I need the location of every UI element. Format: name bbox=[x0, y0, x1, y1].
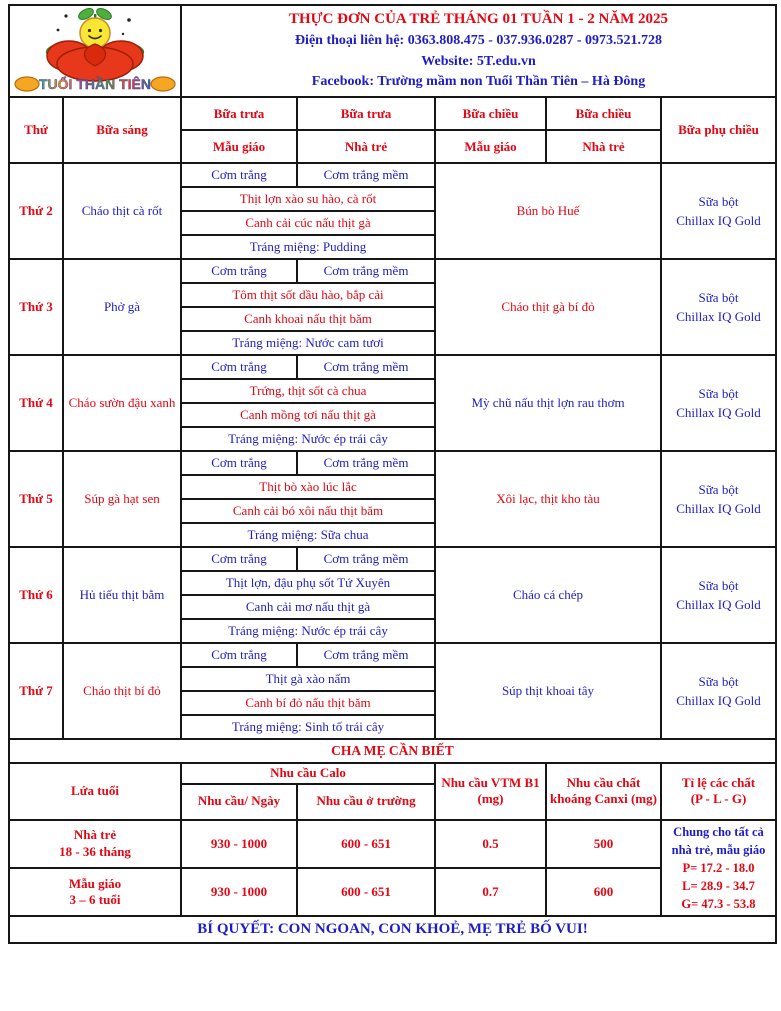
dessert-cell: Tráng miệng: Pudding bbox=[181, 235, 435, 259]
canxi-value: 500 bbox=[546, 820, 661, 868]
snack-cell bbox=[661, 547, 776, 643]
rice-kindergarten-cell: Cơm trắng bbox=[181, 547, 297, 571]
day-row-tue bbox=[9, 259, 776, 283]
snack-line-2: Chillax IQ Gold bbox=[676, 405, 761, 421]
rice-nursery-cell: Cơm trắng mềm bbox=[297, 643, 435, 667]
soup-cell: Canh cải cúc nấu thịt gà bbox=[181, 211, 435, 235]
canxi-header-line-2: khoáng Canxi (mg) bbox=[550, 791, 657, 807]
snack-line-2: Chillax IQ Gold bbox=[676, 693, 761, 709]
snack-line-1: Sữa bột bbox=[698, 673, 739, 689]
dessert-cell: Tráng miệng: Sinh tố trái cây bbox=[181, 715, 435, 739]
col-header-breakfast: Bữa sáng bbox=[63, 97, 181, 163]
subcol-kindergarten: Mẫu giáo bbox=[435, 130, 546, 163]
dessert-cell: Tráng miệng: Nước cam tươi bbox=[181, 331, 435, 355]
age-line-1: Mẫu giáo bbox=[68, 875, 122, 891]
col-header-snack: Bữa phụ chiều bbox=[661, 97, 776, 163]
school-logo bbox=[11, 6, 179, 92]
rice-kindergarten-cell: Cơm trắng bbox=[181, 355, 297, 379]
snack-line-2: Chillax IQ Gold bbox=[676, 501, 761, 517]
snack-line-1: Sữa bột bbox=[698, 577, 739, 593]
dessert-cell: Tráng miệng: Sữa chua bbox=[181, 523, 435, 547]
subcol-nursery: Nhà trẻ bbox=[297, 130, 435, 163]
col-header-calo: Nhu cầu Calo bbox=[181, 763, 435, 783]
ratio-glucid: G= 47.3 - 53.8 bbox=[681, 897, 756, 911]
soup-cell: Canh mồng tơi nấu thịt gà bbox=[181, 403, 435, 427]
vtm-b1-value: 0.5 bbox=[435, 820, 546, 868]
main-dish-cell: Thịt lợn xào su hào, cà rốt bbox=[181, 187, 435, 211]
calo-school-value: 600 - 651 bbox=[297, 820, 435, 868]
menu-document-table bbox=[8, 4, 777, 944]
school-title-cell bbox=[181, 5, 776, 97]
nutrition-header-row-1 bbox=[9, 763, 776, 783]
afternoon-meal-cell: Bún bò Huế bbox=[435, 163, 661, 259]
age-line-2: 18 - 36 tháng bbox=[59, 843, 131, 859]
snack-cell bbox=[661, 355, 776, 451]
breakfast-cell: Hủ tiếu thịt bằm bbox=[63, 547, 181, 643]
breakfast-cell: Phở gà bbox=[63, 259, 181, 355]
soup-cell: Canh bí đỏ nấu thịt băm bbox=[181, 691, 435, 715]
breakfast-cell: Cháo thịt bí đỏ bbox=[63, 643, 181, 739]
rice-nursery-cell: Cơm trắng mềm bbox=[297, 451, 435, 475]
vtm-b1-value: 0.7 bbox=[435, 868, 546, 916]
rice-kindergarten-cell: Cơm trắng bbox=[181, 163, 297, 187]
rice-nursery-cell: Cơm trắng mềm bbox=[297, 163, 435, 187]
website-line: Website: 5T.edu.vn bbox=[421, 53, 536, 69]
snack-line-1: Sữa bột bbox=[698, 193, 739, 209]
day-label: Thứ 6 bbox=[9, 547, 63, 643]
day-row-sat bbox=[9, 643, 776, 667]
document-title: THỰC ĐƠN CỦA TRẺ THÁNG 01 TUẦN 1 - 2 NĂM 2025 bbox=[288, 10, 669, 27]
ratio-header-line-2: (P - L - G) bbox=[690, 791, 747, 807]
col-header-lunch-kg: Bữa trưa bbox=[181, 97, 297, 130]
day-row-wed bbox=[9, 355, 776, 379]
afternoon-meal-cell: Cháo thịt gà bí đỏ bbox=[435, 259, 661, 355]
snack-line-1: Sữa bột bbox=[698, 385, 739, 401]
rice-nursery-cell: Cơm trắng mềm bbox=[297, 259, 435, 283]
breakfast-cell: Súp gà hạt sen bbox=[63, 451, 181, 547]
day-row-fri bbox=[9, 547, 776, 571]
snack-cell bbox=[661, 163, 776, 259]
col-header-age-group: Lứa tuổi bbox=[9, 763, 181, 819]
canxi-value: 600 bbox=[546, 868, 661, 916]
afternoon-meal-cell: Súp thịt khoai tây bbox=[435, 643, 661, 739]
col-header-calo-school: Nhu cầu ở trường bbox=[297, 784, 435, 820]
col-header-vtm-b1 bbox=[435, 763, 546, 819]
logo-character bbox=[45, 6, 145, 81]
snack-line-2: Chillax IQ Gold bbox=[676, 213, 761, 229]
rice-nursery-cell: Cơm trắng mềm bbox=[297, 355, 435, 379]
canxi-header-line-1: Nhu cầu chất bbox=[566, 775, 641, 791]
logo-banner bbox=[15, 75, 175, 92]
main-dish-cell: Tôm thịt sốt dầu hào, bắp cải bbox=[181, 283, 435, 307]
day-row-mon bbox=[9, 163, 776, 187]
age-group-cell bbox=[9, 868, 181, 916]
main-dish-cell: Thịt bò xào lúc lắc bbox=[181, 475, 435, 499]
age-line-1: Nhà trẻ bbox=[73, 827, 117, 843]
subcol-nursery: Nhà trẻ bbox=[546, 130, 661, 163]
school-logo-cell bbox=[9, 5, 181, 97]
main-dish-cell: Trứng, thịt sốt cà chua bbox=[181, 379, 435, 403]
day-label: Thứ 3 bbox=[9, 259, 63, 355]
col-header-canxi bbox=[546, 763, 661, 819]
calo-school-value: 600 - 651 bbox=[297, 868, 435, 916]
snack-line-1: Sữa bột bbox=[698, 481, 739, 497]
soup-cell: Canh cải bó xôi nấu thịt băm bbox=[181, 499, 435, 523]
dessert-cell: Tráng miệng: Nước ép trái cây bbox=[181, 619, 435, 643]
breakfast-cell: Cháo sườn đậu xanh bbox=[63, 355, 181, 451]
col-header-lunch-nt: Bữa trưa bbox=[297, 97, 435, 130]
contact-phone-line: Điện thoại liên hệ: 0363.808.475 - 037.936.0287 - 0973.521.728 bbox=[294, 33, 663, 49]
snack-cell bbox=[661, 643, 776, 739]
nutrition-row-kindergarten bbox=[9, 868, 776, 916]
snack-line-2: Chillax IQ Gold bbox=[676, 309, 761, 325]
logo-banner-text: TUỔI THẦN TIÊN bbox=[39, 76, 151, 92]
dessert-cell: Tráng miệng: Nước ép trái cây bbox=[181, 427, 435, 451]
calo-day-value: 930 - 1000 bbox=[181, 868, 297, 916]
col-header-day: Thứ bbox=[9, 97, 63, 163]
soup-cell: Canh cải mơ nấu thịt gà bbox=[181, 595, 435, 619]
age-line-2: 3 – 6 tuổi bbox=[69, 891, 121, 907]
ratio-note-cell bbox=[661, 820, 776, 917]
main-dish-cell: Thịt lợn, đậu phụ sốt Tứ Xuyên bbox=[181, 571, 435, 595]
snack-cell bbox=[661, 451, 776, 547]
day-label: Thứ 4 bbox=[9, 355, 63, 451]
rice-kindergarten-cell: Cơm trắng bbox=[181, 259, 297, 283]
snack-line-2: Chillax IQ Gold bbox=[676, 597, 761, 613]
menu-header-row-1 bbox=[9, 97, 776, 130]
day-label: Thứ 7 bbox=[9, 643, 63, 739]
calo-day-value: 930 - 1000 bbox=[181, 820, 297, 868]
parents-info-band bbox=[9, 739, 776, 763]
afternoon-meal-cell: Mỳ chũ nấu thịt lợn rau thơm bbox=[435, 355, 661, 451]
rice-kindergarten-cell: Cơm trắng bbox=[181, 451, 297, 475]
ratio-lipid: L= 28.9 - 34.7 bbox=[682, 878, 755, 893]
breakfast-cell: Cháo thịt cà rốt bbox=[63, 163, 181, 259]
afternoon-meal-cell: Xôi lạc, thịt kho tàu bbox=[435, 451, 661, 547]
snack-cell bbox=[661, 259, 776, 355]
vtm-header-line-2: (mg) bbox=[477, 791, 504, 807]
parents-info-title: CHA MẸ CẦN BIẾT bbox=[9, 739, 776, 763]
footer-slogan-row bbox=[9, 916, 776, 943]
ratio-header-line-1: Tỉ lệ các chất bbox=[681, 775, 756, 791]
soup-cell: Canh khoai nấu thịt băm bbox=[181, 307, 435, 331]
col-header-ratio bbox=[661, 763, 776, 819]
rice-kindergarten-cell: Cơm trắng bbox=[181, 643, 297, 667]
nutrition-row-nursery bbox=[9, 820, 776, 868]
col-header-afternoon-kg: Bữa chiều bbox=[435, 97, 546, 130]
school-header-row bbox=[9, 5, 776, 97]
afternoon-meal-cell: Cháo cá chép bbox=[435, 547, 661, 643]
day-label: Thứ 5 bbox=[9, 451, 63, 547]
day-label: Thứ 2 bbox=[9, 163, 63, 259]
subcol-kindergarten: Mẫu giáo bbox=[181, 130, 297, 163]
col-header-afternoon-nt: Bữa chiều bbox=[546, 97, 661, 130]
ratio-intro: Chung cho tất cả nhà trẻ, mẫu giáo bbox=[671, 824, 766, 857]
day-row-thu bbox=[9, 451, 776, 475]
col-header-calo-day: Nhu cầu/ Ngày bbox=[181, 784, 297, 820]
age-group-cell bbox=[9, 820, 181, 868]
footer-slogan: BÍ QUYẾT: CON NGOAN, CON KHOẺ, MẸ TRẺ BỐ VUI! bbox=[9, 916, 776, 943]
snack-line-1: Sữa bột bbox=[698, 289, 739, 305]
rice-nursery-cell: Cơm trắng mềm bbox=[297, 547, 435, 571]
vtm-header-line-1: Nhu cầu VTM B1 bbox=[441, 775, 540, 791]
main-dish-cell: Thịt gà xào nấm bbox=[181, 667, 435, 691]
facebook-line: Facebook: Trường mầm non Tuổi Thần Tiên – Hà Đông bbox=[311, 74, 646, 90]
ratio-protein: P= 17.2 - 18.0 bbox=[682, 860, 755, 875]
